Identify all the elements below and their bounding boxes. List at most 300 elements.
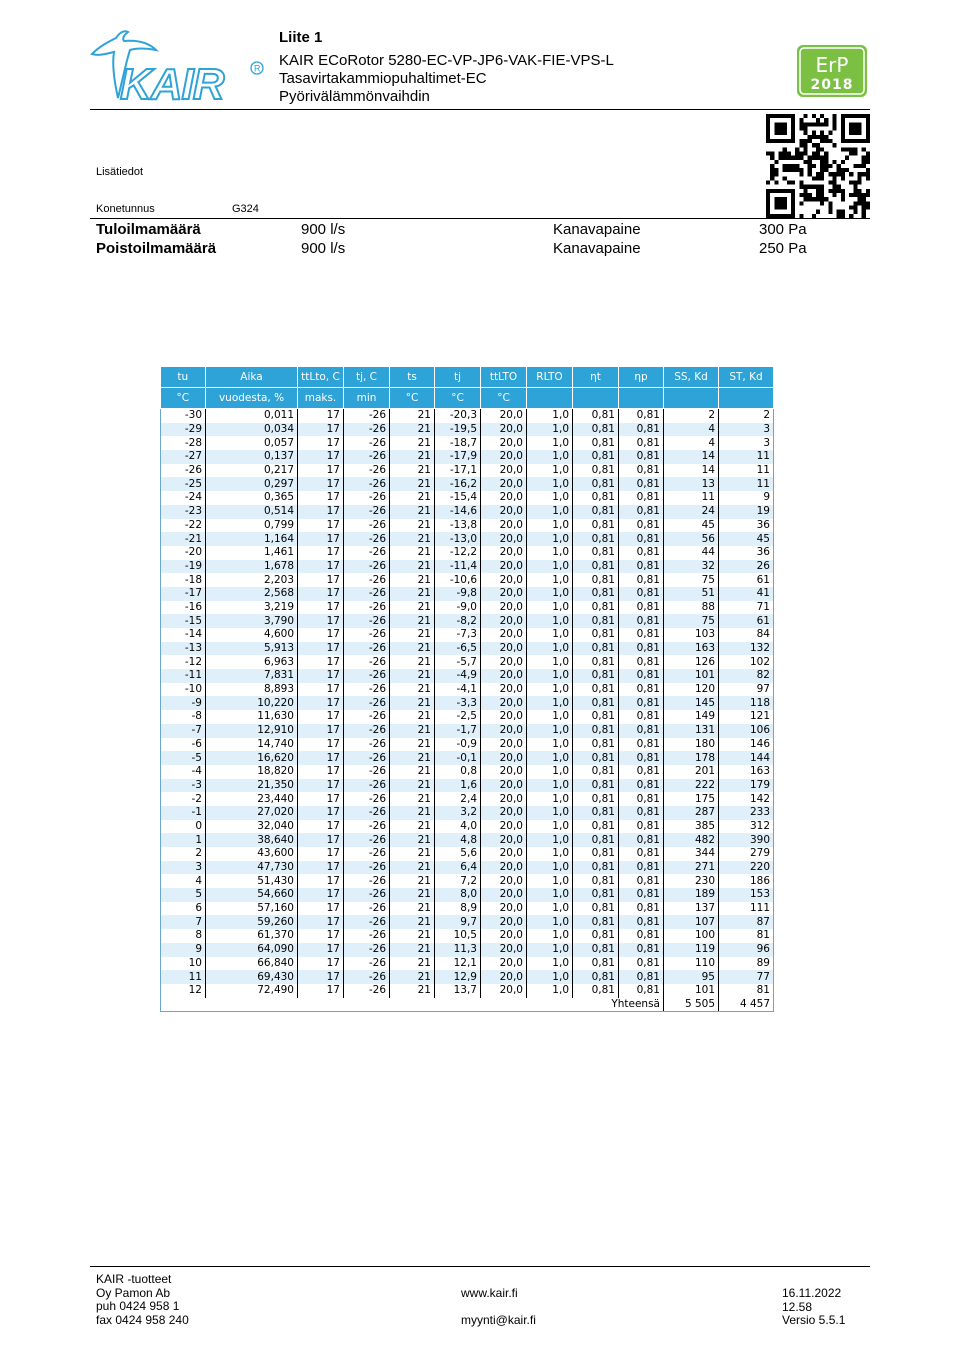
table-row [161, 724, 774, 738]
table-cell: 0,81 [619, 738, 664, 752]
table-cell: 21 [390, 409, 435, 423]
table-cell: 344 [664, 847, 719, 861]
table-cell: 18,820 [206, 765, 298, 779]
table-row [161, 573, 774, 587]
table-cell: 81 [756, 929, 770, 942]
table-cell: 0,137 [206, 450, 298, 464]
table-cell: 75 [664, 614, 719, 628]
table-cell: 144 [719, 751, 774, 765]
table-cell: 57,160 [206, 902, 298, 916]
table-row [161, 847, 774, 861]
table-row [161, 957, 774, 971]
table-cell: -16 [161, 601, 206, 615]
table-cell: 21 [390, 929, 435, 943]
table-row [161, 436, 774, 450]
table-cell: -25 [161, 477, 206, 491]
table-cell: 45 [664, 519, 719, 533]
table-cell: -7 [161, 724, 206, 738]
table-cell: 233 [719, 806, 774, 820]
table-cell: 17 [298, 601, 344, 615]
table-cell: 21 [390, 696, 435, 710]
table-cell: 17 [298, 573, 344, 587]
table-cell: 17 [298, 929, 344, 943]
table-cell: 1,0 [527, 560, 573, 574]
table-cell: 0,81 [619, 915, 664, 929]
table-cell: 1,0 [527, 436, 573, 450]
table-cell: 0,81 [619, 820, 664, 834]
table-cell: 0,034 [206, 423, 298, 437]
table-cell: -17,9 [435, 450, 481, 464]
table-cell: 26 [719, 560, 774, 574]
table-cell: 44 [664, 546, 719, 560]
table-row [161, 861, 774, 875]
table-row [161, 929, 774, 943]
table-cell: 4,8 [435, 833, 481, 847]
table-cell: 20,0 [481, 505, 527, 519]
table-cell: 17 [298, 491, 344, 505]
table-cell: 0,81 [573, 532, 619, 546]
table-cell: -11 [161, 669, 206, 683]
table-cell: 17 [298, 546, 344, 560]
machine-id-label: Konetunnus [96, 203, 155, 215]
table-body [161, 409, 774, 1012]
table-cell: -9 [161, 696, 206, 710]
table-cell: 9,7 [435, 915, 481, 929]
table-cell: -26 [344, 669, 390, 683]
qr-code [766, 114, 870, 218]
table-cell: 1,0 [527, 806, 573, 820]
table-cell: 20,0 [481, 888, 527, 902]
table-cell: 19 [719, 505, 774, 519]
table-cell: -5,7 [435, 655, 481, 669]
erp-badge-bottom: 2018 [810, 77, 854, 93]
table-cell: 23,440 [206, 792, 298, 806]
table-cell: 0,81 [573, 806, 619, 820]
table-cell: 1,0 [527, 943, 573, 957]
table-row [161, 614, 774, 628]
table-cell: -8,2 [435, 614, 481, 628]
logo-text: KAIR [120, 60, 224, 106]
table-cell: 17 [298, 532, 344, 546]
table-cell: 145 [664, 696, 719, 710]
table-cell: -16,2 [435, 477, 481, 491]
table-cell: -26 [344, 477, 390, 491]
table-cell: 1,0 [527, 833, 573, 847]
table-cell: 8,9 [435, 902, 481, 916]
table-cell: 14 [664, 450, 719, 464]
table-cell: 12,1 [435, 957, 481, 971]
table-cell: -26 [344, 655, 390, 669]
table-row [161, 984, 774, 998]
table-cell: -26 [344, 560, 390, 574]
table-cell: -26 [344, 847, 390, 861]
table-cell: 0,81 [573, 642, 619, 656]
table-row [161, 888, 774, 902]
exhaust-air-flow: 900 l/s [301, 240, 346, 257]
table-cell: 87 [719, 915, 774, 929]
table-cell: -26 [344, 710, 390, 724]
table-cell: 17 [298, 450, 344, 464]
table-cell: 21 [390, 957, 435, 971]
table-cell: 17 [298, 519, 344, 533]
table-cell: 4 [664, 423, 719, 437]
table-cell: 390 [719, 833, 774, 847]
table-cell: 11,3 [435, 943, 481, 957]
table-cell: 0,81 [619, 888, 664, 902]
table-cell: 10,220 [206, 696, 298, 710]
table-cell: 21 [390, 820, 435, 834]
table-cell: -26 [344, 902, 390, 916]
extra-info-label: Lisätiedot [96, 166, 144, 178]
table-cell: 0,81 [619, 560, 664, 574]
table-cell: -26 [344, 532, 390, 546]
table-cell: -3,3 [435, 696, 481, 710]
table-cell: 21 [390, 477, 435, 491]
table-cell: 75 [664, 573, 719, 587]
table-cell: -13,8 [435, 519, 481, 533]
table-cell: 0,81 [619, 957, 664, 971]
column-header: ηp [619, 367, 664, 388]
product-exchanger: Pyörivälämmönvaihdin [279, 88, 430, 105]
supply-pressure-value: 300 Pa [759, 221, 807, 238]
table-cell: 69,430 [206, 970, 298, 984]
table-cell: 0,81 [573, 833, 619, 847]
table-cell: 9 [161, 943, 206, 957]
footer-time: 12.58 [782, 1299, 813, 1314]
table-cell: 8,893 [206, 683, 298, 697]
table-cell: -19 [161, 560, 206, 574]
table-cell: 17 [298, 628, 344, 642]
table-cell: 82 [719, 669, 774, 683]
table-cell: 0,81 [573, 450, 619, 464]
table-cell: 3 [763, 436, 770, 449]
table-cell: 96 [719, 943, 774, 957]
table-cell: 21 [390, 943, 435, 957]
table-cell: 0,81 [573, 669, 619, 683]
table-cell: -26 [344, 970, 390, 984]
table-cell: 20,0 [481, 423, 527, 437]
table-cell: -2 [161, 792, 206, 806]
table-cell: 189 [664, 888, 719, 902]
table-cell: 21 [390, 915, 435, 929]
table-cell: -26 [344, 423, 390, 437]
table-cell: 36 [756, 518, 770, 531]
table-cell: 180 [664, 738, 719, 752]
table-cell: 0,011 [206, 409, 298, 423]
table-cell: 20,0 [481, 902, 527, 916]
table-cell: -14,6 [435, 505, 481, 519]
table-cell: -14 [161, 628, 206, 642]
table-cell: 21 [390, 573, 435, 587]
table-row [161, 696, 774, 710]
table-cell: 0,365 [206, 491, 298, 505]
table-cell: 1,461 [206, 546, 298, 560]
table-cell: 20,0 [481, 861, 527, 875]
table-cell: 0,81 [619, 464, 664, 478]
table-cell: -4 [161, 765, 206, 779]
table-cell: 17 [298, 642, 344, 656]
table-cell: 20,0 [481, 792, 527, 806]
table-cell: 1,0 [527, 683, 573, 697]
footer-divider [90, 1266, 870, 1267]
table-cell: 11 [719, 477, 774, 491]
table-cell: 20,0 [481, 765, 527, 779]
table-cell: 20,0 [481, 655, 527, 669]
exhaust-pressure-value: 250 Pa [759, 240, 807, 257]
table-cell: 0,81 [619, 669, 664, 683]
table-cell: 9 [763, 491, 770, 504]
table-cell: 21 [390, 423, 435, 437]
table-cell: 20,0 [481, 943, 527, 957]
table-row [161, 902, 774, 916]
table-cell: 21 [390, 532, 435, 546]
table-cell: -26 [344, 409, 390, 423]
table-row [161, 601, 774, 615]
table-cell: 21 [390, 614, 435, 628]
table-cell: 1,0 [527, 477, 573, 491]
table-cell: -29 [161, 423, 206, 437]
table-row [161, 464, 774, 478]
table-cell: -22 [161, 519, 206, 533]
total-value: 5 505 [664, 998, 719, 1012]
table-cell: 16,620 [206, 751, 298, 765]
table-cell: -26 [344, 464, 390, 478]
column-header: RLTO [527, 367, 573, 388]
table-cell: 17 [298, 560, 344, 574]
table-cell: 36 [756, 546, 770, 559]
footer-version: Versio 5.5.1 [782, 1313, 846, 1327]
table-cell: 4 [161, 874, 206, 888]
table-cell: 21 [390, 970, 435, 984]
table-cell: 1,0 [527, 888, 573, 902]
table-cell: 1,0 [527, 409, 573, 423]
table-cell: 1,6 [435, 779, 481, 793]
table-cell: 0,81 [573, 546, 619, 560]
table-cell: -0,1 [435, 751, 481, 765]
table-cell: 20,0 [481, 587, 527, 601]
table-cell: 11,630 [206, 710, 298, 724]
table-cell: 20,0 [481, 751, 527, 765]
table-cell: 1,0 [527, 779, 573, 793]
table-cell: 1,0 [527, 642, 573, 656]
table-cell: 47,730 [206, 861, 298, 875]
table-row [161, 779, 774, 793]
table-cell: 1,0 [527, 902, 573, 916]
table-cell: 0,297 [206, 477, 298, 491]
table-cell: 20,0 [481, 601, 527, 615]
table-cell: 17 [298, 710, 344, 724]
column-unit: maks. [298, 388, 344, 409]
table-cell: 0,81 [619, 477, 664, 491]
table-cell: 0,81 [573, 683, 619, 697]
column-unit: min [344, 388, 390, 409]
table-cell: 11 [756, 464, 770, 477]
table-cell: 21 [390, 779, 435, 793]
table-cell: -24 [161, 491, 206, 505]
table-cell: 271 [664, 861, 719, 875]
table-cell: 163 [749, 765, 770, 778]
table-cell: 10 [161, 957, 206, 971]
table-row [161, 792, 774, 806]
table-cell: 21 [390, 984, 435, 998]
table-row [161, 560, 774, 574]
table-cell: 7,831 [206, 669, 298, 683]
table-cell: 64,090 [206, 943, 298, 957]
footer-company-line: Oy Pamon Ab [96, 1285, 171, 1300]
table-cell: 101 [664, 984, 719, 998]
table-cell: 0,81 [573, 820, 619, 834]
table-cell: 20,0 [481, 642, 527, 656]
table-cell: 0,81 [619, 833, 664, 847]
table-cell: 1,0 [527, 984, 573, 998]
table-cell: 21 [390, 601, 435, 615]
table-cell: 2,4 [435, 792, 481, 806]
table-cell: 17 [298, 915, 344, 929]
table-cell: 0,81 [619, 970, 664, 984]
table-cell: 20,0 [481, 409, 527, 423]
column-unit: °C [435, 388, 481, 409]
table-cell: 54,660 [206, 888, 298, 902]
table-cell: -26 [344, 806, 390, 820]
table-cell: 20,0 [481, 957, 527, 971]
table-cell: 12,9 [435, 970, 481, 984]
table-cell: 482 [664, 833, 719, 847]
table-cell: 5 [161, 888, 206, 902]
table-cell: 0,81 [619, 751, 664, 765]
table-cell: 0,81 [619, 984, 664, 998]
table-cell: 106 [719, 724, 774, 738]
table-cell: 4,600 [206, 628, 298, 642]
table-cell: 0,81 [573, 929, 619, 943]
table-cell: 21 [390, 847, 435, 861]
table-cell: -19,5 [435, 423, 481, 437]
table-cell: 126 [664, 655, 719, 669]
table-cell: 20,0 [481, 628, 527, 642]
table-cell: 3 [719, 423, 774, 437]
table-cell: -21 [161, 532, 206, 546]
table-cell: 20,0 [481, 683, 527, 697]
table-cell: 0,81 [573, 519, 619, 533]
table-cell: 0,81 [619, 696, 664, 710]
table-cell: -26 [344, 628, 390, 642]
table-cell: 6 [161, 902, 206, 916]
table-cell: 11 [719, 450, 774, 464]
table-cell: 20,0 [481, 560, 527, 574]
table-cell: 0,81 [573, 984, 619, 998]
table-cell: 0,81 [573, 710, 619, 724]
table-cell: 1,164 [206, 532, 298, 546]
table-cell: 1,0 [527, 628, 573, 642]
table-row [161, 765, 774, 779]
table-cell: -26 [344, 601, 390, 615]
table-cell: 0,81 [573, 436, 619, 450]
column-header: ttLto, C [298, 367, 344, 388]
table-cell: 20,0 [481, 532, 527, 546]
supply-pressure-label: Kanavapaine [553, 221, 641, 238]
table-cell: 119 [664, 943, 719, 957]
table-cell: 1,0 [527, 532, 573, 546]
table-cell: 131 [664, 724, 719, 738]
table-cell: 0,81 [573, 628, 619, 642]
table-cell: -26 [344, 888, 390, 902]
table-cell: 0,81 [619, 655, 664, 669]
table-cell: 17 [298, 477, 344, 491]
table-cell: 21 [390, 833, 435, 847]
table-row [161, 806, 774, 820]
table-cell: 20,0 [481, 738, 527, 752]
table-cell: 2,568 [206, 587, 298, 601]
table-cell: -2,5 [435, 710, 481, 724]
table-cell: 312 [749, 819, 770, 832]
table-cell: 8 [161, 929, 206, 943]
table-cell: 89 [756, 956, 770, 969]
exhaust-pressure-label: Kanavapaine [553, 240, 641, 257]
table-cell: 1,0 [527, 601, 573, 615]
table-cell: 0,81 [619, 423, 664, 437]
table-cell: 20,0 [481, 669, 527, 683]
erp-badge [796, 44, 868, 98]
table-cell: 21 [390, 669, 435, 683]
table-cell: 0,81 [573, 957, 619, 971]
table-cell: 2 [664, 409, 719, 423]
table-cell: -26 [344, 587, 390, 601]
column-unit: °C [481, 388, 527, 409]
table-cell: 107 [664, 915, 719, 929]
total-label: Yhteensä [161, 998, 664, 1012]
table-cell: 21 [390, 683, 435, 697]
table-cell: 179 [719, 779, 774, 793]
table-cell: -0,9 [435, 738, 481, 752]
table-cell: 12,910 [206, 724, 298, 738]
footer-email-link[interactable]: myynti@kair.fi [461, 1313, 536, 1327]
table-cell: 5,6 [435, 847, 481, 861]
table-cell: -6,5 [435, 642, 481, 656]
table-cell: 0,81 [619, 861, 664, 875]
table-cell: 17 [298, 806, 344, 820]
footer-company-line: puh 0424 958 1 [96, 1299, 180, 1313]
table-cell: 2 [161, 847, 206, 861]
table-row [161, 833, 774, 847]
footer-web-link[interactable]: www.kair.fi [461, 1286, 518, 1300]
table-cell: 279 [749, 847, 770, 860]
table-cell: 0,81 [573, 587, 619, 601]
table-cell: -10 [161, 683, 206, 697]
column-unit: °C [161, 388, 206, 409]
table-cell: 20,0 [481, 833, 527, 847]
table-cell: 120 [664, 683, 719, 697]
table-cell: -13 [161, 642, 206, 656]
table-cell: 17 [298, 943, 344, 957]
footer-company [96, 1273, 189, 1327]
table-cell: 17 [298, 464, 344, 478]
table-cell: -20,3 [435, 409, 481, 423]
table-cell: 163 [664, 642, 719, 656]
table-cell: 0,81 [619, 546, 664, 560]
column-unit: °C [390, 388, 435, 409]
table-row [161, 532, 774, 546]
table-cell: 1,0 [527, 751, 573, 765]
table-cell: -10,6 [435, 573, 481, 587]
table-cell: 146 [749, 737, 770, 750]
table-cell: 17 [298, 902, 344, 916]
table-cell: 0,81 [573, 888, 619, 902]
table-cell: -26 [344, 957, 390, 971]
table-cell: 1,678 [206, 560, 298, 574]
table-cell: 0,81 [619, 724, 664, 738]
table-cell: 27,020 [206, 806, 298, 820]
table-cell: 0,81 [619, 765, 664, 779]
table-cell: 1,0 [527, 861, 573, 875]
